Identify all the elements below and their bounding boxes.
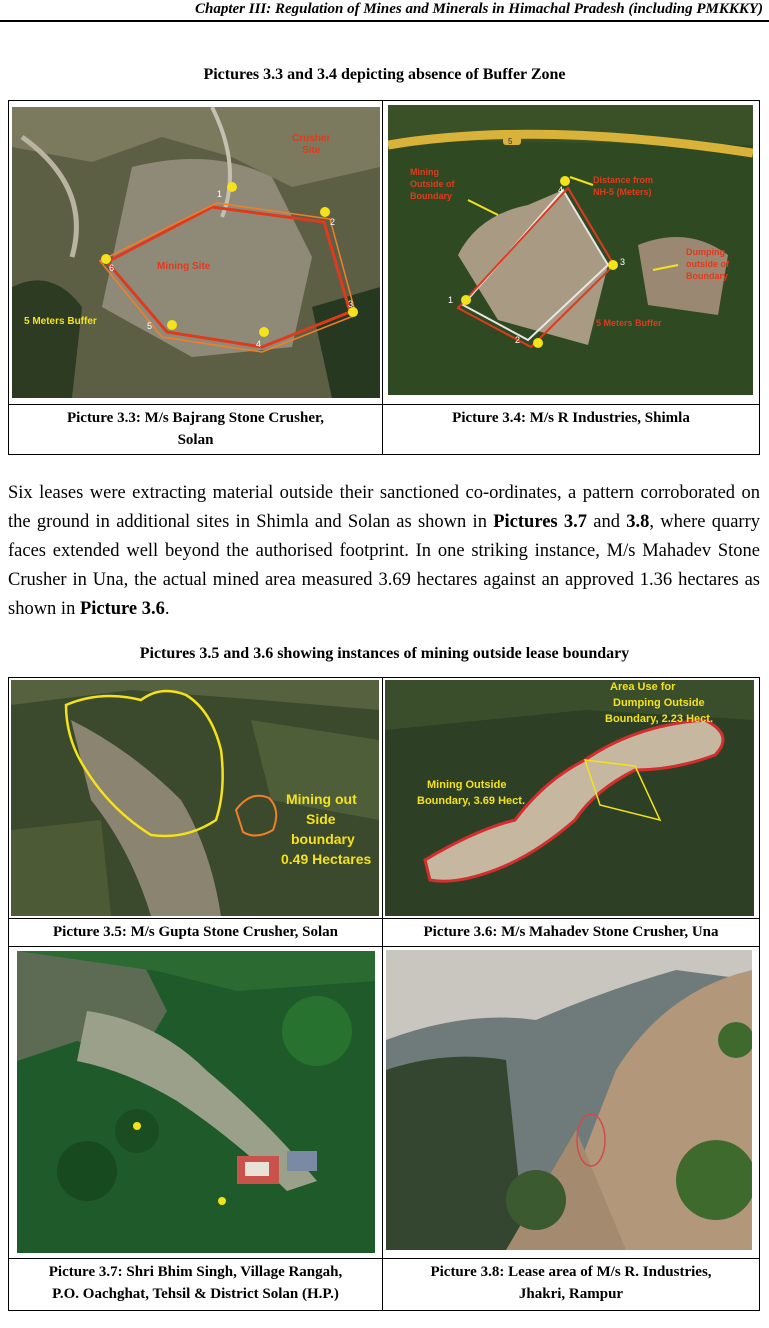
picture-3-6-image — [383, 678, 760, 918]
figure-group-title-1: Pictures 3.3 and 3.4 depicting absence of Buffer Zone — [203, 66, 566, 83]
caption-line: P.O. Oachghat, Tehsil & District Solan (H.P.) — [52, 1286, 339, 1302]
point-label: 6 — [109, 263, 115, 273]
label-mining-out-2: Side — [306, 811, 336, 827]
picture-3-5-caption: Picture 3.5: M/s Gupta Stone Crusher, Solan — [52, 924, 338, 940]
picture-3-3-caption-cell — [9, 405, 383, 455]
point-label: 1 — [448, 295, 454, 305]
label-distance-2: NH-5 (Meters) — [593, 187, 652, 197]
picture-3-3-cell — [9, 101, 383, 405]
body-paragraph — [8, 479, 760, 624]
picture-3-5-caption-cell — [9, 919, 383, 947]
picture-3-8-cell — [383, 947, 760, 1259]
page-header — [0, 0, 769, 22]
picture-3-8-caption — [383, 1259, 759, 1305]
header-rule — [0, 20, 769, 22]
picture-3-4-cell — [383, 101, 760, 405]
point-label: 3 — [620, 257, 626, 267]
picture-3-4-caption: Picture 3.4: M/s R Industries, Shimla — [452, 410, 690, 426]
figure-table-2 — [8, 677, 760, 1311]
point-label: 3 — [348, 299, 354, 309]
figure-table-1 — [8, 100, 760, 455]
paragraph-text: , where quarry faces extended well beyond the authorised footprint. In one striking instance, M/s Mahadev Stone Crusher in Una, the actual mined area measured 3.69 hectares against an approved 1.36 hectares as shown in — [8, 512, 761, 619]
label-area-use-3: Boundary, 2.23 Hect. — [605, 713, 713, 725]
label-mining-outside-2: Outside of — [410, 179, 455, 189]
picture-3-4-caption-cell — [383, 405, 760, 455]
picture-3-3-caption — [9, 405, 382, 451]
chapter-title: Chapter III: Regulation of Mines and Minerals in Himachal Pradesh (including PMKKKY) — [194, 1, 763, 17]
paragraph-text: Six leases were extracting material outside their sanctioned co-ordinates, a pattern corroborated on the ground in additional sites in Shimla and Solan as shown in — [8, 483, 760, 532]
picture-3-6-caption-cell — [383, 919, 760, 947]
caption-line: Jhakri, Rampur — [518, 1286, 624, 1302]
road-marker: 5 — [508, 137, 513, 146]
picture-3-3-image — [9, 101, 383, 404]
paragraph-text: and — [587, 512, 627, 532]
picture-3-6-caption: Picture 3.6: M/s Mahadev Stone Crusher, Una — [423, 924, 719, 940]
caption-line: Solan — [177, 432, 214, 448]
label-mining-outside-b: Boundary, 3.69 Hect. — [417, 795, 525, 807]
label-area-use-2: Dumping Outside — [613, 697, 705, 709]
caption-line: Picture 3.8: Lease area of M/s R. Industries, — [430, 1264, 712, 1280]
label-mining-outside-3: Boundary — [410, 191, 453, 201]
point-label: 1 — [217, 189, 223, 199]
label-dumping-2: outside of — [686, 259, 729, 269]
label-mining-out-1: Mining out — [286, 791, 357, 807]
picture-3-8-caption-cell — [383, 1259, 760, 1311]
label-dumping-1: Dumping — [686, 247, 725, 257]
picture-3-7-cell — [9, 947, 383, 1259]
label-mining-outside-a: Mining Outside — [427, 779, 507, 791]
paragraph-emphasis: Pictures 3.7 — [493, 512, 587, 532]
point-label: 2 — [515, 335, 521, 345]
label-distance-1: Distance from — [593, 175, 654, 185]
label-crusher-site-2: Site — [302, 145, 321, 156]
point-label: 2 — [330, 217, 336, 227]
point-label: 4 — [256, 339, 262, 349]
picture-3-7-caption — [9, 1259, 382, 1305]
label-crusher-site-1: Crusher — [292, 133, 331, 144]
label-mining-out-3: boundary — [291, 831, 355, 847]
picture-3-4-image — [383, 101, 760, 404]
point-label: 5 — [147, 321, 153, 331]
picture-3-5-image — [9, 678, 383, 918]
caption-line: Picture 3.3: M/s Bajrang Stone Crusher, — [66, 410, 325, 426]
caption-line: Picture 3.7: Shri Bhim Singh, Village Rangah, — [48, 1264, 343, 1280]
label-buffer-34: 5 Meters Buffer — [596, 318, 662, 328]
picture-3-8-image — [383, 947, 760, 1258]
picture-3-7-image — [9, 947, 383, 1258]
label-mining-outside-1: Mining — [410, 167, 439, 177]
paragraph-text: . — [164, 599, 170, 619]
picture-3-7-caption-cell — [9, 1259, 383, 1311]
paragraph-emphasis: 3.8 — [626, 512, 650, 532]
label-mining-site: Mining Site — [157, 261, 211, 272]
label-dumping-3: Boundary — [686, 271, 729, 281]
point-label: 4 — [558, 185, 564, 195]
paragraph-emphasis: Picture 3.6 — [79, 599, 165, 619]
label-mining-out-4: 0.49 Hectares — [281, 851, 372, 867]
label-buffer: 5 Meters Buffer — [24, 316, 97, 327]
figure-group-title-2: Pictures 3.5 and 3.6 showing instances of mining outside lease boundary — [139, 645, 630, 662]
picture-3-5-cell — [9, 678, 383, 919]
label-area-use-1: Area Use for — [610, 681, 676, 693]
picture-3-6-cell — [383, 678, 760, 919]
